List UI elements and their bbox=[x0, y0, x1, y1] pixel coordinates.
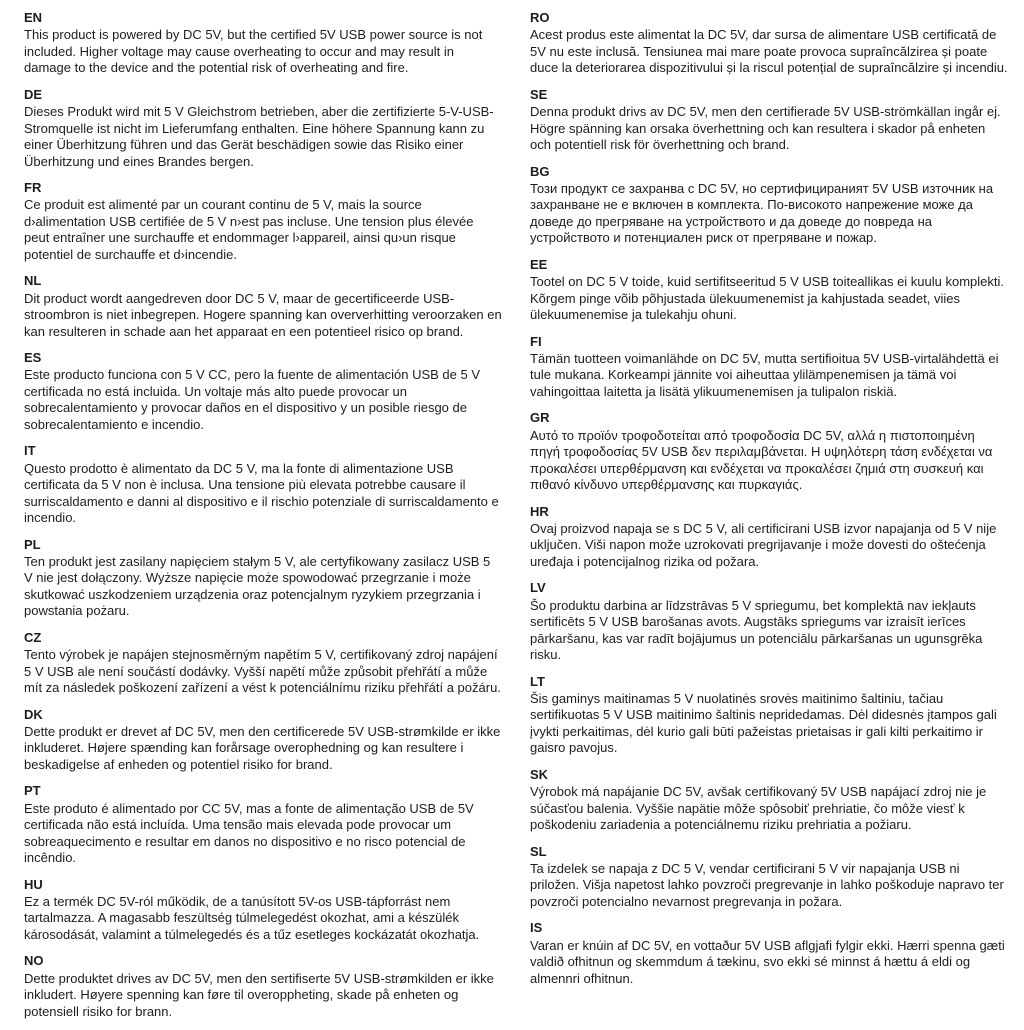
lang-block-bg bbox=[530, 164, 1008, 247]
warning-text: Αυτό το προϊόν τροφοδοτείται από τροφοδοσία DC 5V, αλλά η πιστοποιημένη πηγή τροφοδοσίας 5V USB δεν περιλαμβάνεται. Η υψηλότερη τάση ενδέχεται να προκαλέσει υπερθέρμανση και ενδέχεται να προκαλέσει ζημιά στη συσκευή και πιθανό κίνδυνο υπερθέρμανσης και πυρκαγιάς. bbox=[530, 427, 993, 492]
lang-block-fr bbox=[24, 180, 502, 263]
language-code: GR bbox=[530, 410, 550, 426]
warning-text: Varan er knúin af DC 5V, en vottaður 5V USB aflgjafi fylgir ekki. Hærri spenna gæti valdið ofhitnun og skemmdum á tækinu, svo ekki sé minnst á hættu á eldi og almennri ofhitnun. bbox=[530, 937, 1005, 986]
warning-text: Ta izdelek se napaja z DC 5 V, vendar certificirani 5 V vir napajanja USB ni priložen. Višja napetost lahko povzroči pregrevanje in lahko poškoduje napravo ter povzroči potencialno nevarnost pregrevanja in požara. bbox=[530, 860, 1004, 909]
language-code: NL bbox=[24, 273, 42, 289]
warning-text: Ten produkt jest zasilany napięciem stałym 5 V, ale certyfikowany zasilacz USB 5 V nie jest dołączony. Wyższe napięcie może spowodować przegrzanie i może skutkować uszkodzeniem urządzenia oraz potencjalnym ryzykiem przegrzania i powstania pożaru. bbox=[24, 553, 491, 619]
left-column bbox=[24, 10, 502, 1030]
warning-text: Ovaj proizvod napaja se s DC 5 V, ali certificirani USB izvor napajanja od 5 V nije uključen. Viši napon može uzrokovati pregrijavanje i može dovesti do oštećenja uređaja i potencijalnog rizika od požara. bbox=[530, 520, 997, 569]
language-code: DE bbox=[24, 86, 43, 102]
warning-text: Tento výrobek je napájen stejnosměrným napětím 5 V, certifikovaný zdroj napájení 5 V USB ale není součástí dodávky. Vyšší napětí může způsobit přehřátí a může mít za následek poškození zařízení a vést k potenciálnímu riziku přehřátí a požáru. bbox=[24, 647, 501, 695]
language-code: PL bbox=[24, 536, 41, 552]
language-code: FI bbox=[530, 333, 542, 349]
language-code: SL bbox=[530, 843, 547, 859]
warning-text: Šo produktu darbina ar līdzstrāvas 5 V spriegumu, bet komplektā nav iekļauts sertificēts 5 V USB barošanas avots. Augstāks spriegums var izraisīt ierīces pārkaršanu, kas var radīt bojājumus un potenciālu pārkaršanas un ugunsgrēka risku. bbox=[530, 597, 983, 662]
warning-text: Dette produkt er drevet af DC 5V, men den certificerede 5V USB-strømkilde er ikke inkluderet. Højere spænding kan forårsage overophedning og kan resultere i beskadigelse af enheden og potentiel risiko for brand. bbox=[24, 723, 501, 772]
language-code: IS bbox=[530, 920, 543, 936]
lang-block-hr bbox=[530, 504, 1008, 571]
lang-block-lv bbox=[530, 580, 1008, 663]
warning-text: Този продукт се захранва с DC 5V, но сертифицираният 5V USB източник на захранване не е включен в комплекта. По-високото напрежение може да доведе до прегряване на устройството и да доведе до повреда на устройството и потенциален риск от прегряване и пожар. bbox=[530, 180, 994, 246]
warning-text: Tootel on DC 5 V toide, kuid sertifitseeritud 5 V USB toiteallikas ei kuulu komplekti. Kõrgem pinge võib põhjustada ülekuumenemist ja kahjustada seadet, viies ülekuumenemise ja tulekahju ohuni. bbox=[530, 274, 1005, 322]
language-code: NO bbox=[24, 953, 44, 969]
lang-block-fi bbox=[530, 334, 1008, 401]
language-code: PT bbox=[24, 783, 41, 799]
language-code: SE bbox=[530, 86, 548, 102]
lang-block-es bbox=[24, 350, 502, 433]
lang-block-it bbox=[24, 443, 502, 526]
warning-text: Este producto funciona con 5 V CC, pero la fuente de alimentación USB de 5 V certificada no está incluida. Un voltaje más alto puede provocar un sobrecalentamiento y provocar daños en el dispositivo y un posible riesgo de sobrecalentamiento e incendio. bbox=[24, 367, 480, 432]
lang-block-cz bbox=[24, 630, 502, 697]
lang-block-dk bbox=[24, 707, 502, 774]
lang-block-de bbox=[24, 87, 502, 170]
warning-text: Denna produkt drivs av DC 5V, men den certifierade 5V USB-strömkällan ingår ej. Högre spänning kan orsaka överhettning och kan resultera i skador på enheten och potentiell risk för överhettning och brand. bbox=[530, 104, 1001, 152]
language-code: EE bbox=[530, 256, 548, 272]
warning-text: Výrobok má napájanie DC 5V, avšak certifikovaný 5V USB napájací zdroj nie je súčasťou balenia. Vyššie napätie môže spôsobiť prehriatie, čo môže viesť k poškodeniu zariadenia a potenciálnemu riziku prehriatia a požiaru. bbox=[530, 784, 987, 832]
language-code: CZ bbox=[24, 629, 42, 645]
lang-block-sk bbox=[530, 767, 1008, 834]
lang-block-lt bbox=[530, 674, 1008, 757]
language-code: HU bbox=[24, 876, 43, 892]
lang-block-pl bbox=[24, 537, 502, 620]
lang-block-ro bbox=[530, 10, 1008, 77]
lang-block-no bbox=[24, 953, 502, 1020]
lang-block-se bbox=[530, 87, 1008, 154]
lang-block-is bbox=[530, 920, 1008, 987]
warning-text: Acest produs este alimentat la DC 5V, dar sursa de alimentare USB certificată de 5V nu este inclusă. Tensiunea mai mare poate provoca supraîncălzirea și poate duce la deteriorarea dispozitivului și la riscul potențial de supraîncălzire și incendiu. bbox=[530, 27, 1008, 76]
warning-text: Dit product wordt aangedreven door DC 5 V, maar de gecertificeerde USB-stroombron is niet inbegrepen. Hogere spanning kan oververhitting veroorzaken en kan resulteren in schade aan het apparaat en een potentieel risico op brand. bbox=[24, 290, 502, 339]
warning-text: This product is powered by DC 5V, but the certified 5V USB power source is not included. Higher voltage may cause overheating to occur and may result in damage to the device and the potential risk of overheating and fire. bbox=[24, 27, 483, 76]
lang-block-hu bbox=[24, 877, 502, 944]
language-code: SK bbox=[530, 766, 549, 782]
lang-block-ee bbox=[530, 257, 1008, 324]
lang-block-en bbox=[24, 10, 502, 77]
warning-text: Šis gaminys maitinamas 5 V nuolatinės srovės maitinimo šaltiniu, tačiau sertifikuotas 5 V USB maitinimo šaltinis nepridedamas. Dėl didesnės įtampos gali įvykti perkaitimas, dėl kurio gali būti pažeistas prietaisas ir gali kilti perkaitimo ir gaisro pavojus. bbox=[530, 690, 997, 756]
lang-block-gr bbox=[530, 410, 1008, 493]
language-code: DK bbox=[24, 706, 43, 722]
right-column bbox=[530, 10, 1008, 1030]
language-code: ES bbox=[24, 350, 42, 365]
warning-text: Tämän tuotteen voimanlähde on DC 5V, mutta sertifioitua 5V USB-virtalähdettä ei tule mukana. Korkeampi jännite voi aiheuttaa ylilämpenemisen ja tämä voi vahingoittaa laitetta ja lisätä ylikuumenemisen ja tulipalon riskiä. bbox=[530, 350, 999, 399]
language-code: LV bbox=[530, 580, 546, 596]
language-code: BG bbox=[530, 163, 550, 179]
language-code: HR bbox=[530, 503, 549, 519]
warning-text: Dieses Produkt wird mit 5 V Gleichstrom betrieben, aber die zertifizierte 5-V-USB-Stromquelle ist nicht im Lieferumfang enthalten. Eine höhere Spannung kann zu einer Überhitzung führen und das Gerät beschädigen sowie das Risiko einer Überhitzung und eines Brandes bergen. bbox=[24, 104, 494, 169]
language-code: FR bbox=[24, 180, 42, 195]
language-code: IT bbox=[24, 443, 36, 459]
warning-text: Ce produit est alimenté par un courant continu de 5 V, mais la source d›alimentation USB certifiée de 5 V n›est pas incluse. Une tension plus élevée peut entraîner une surchauffe et endommager l›appareil, ainsi qu›un risque potentiel de surchauffe et d›incendie. bbox=[24, 197, 474, 262]
lang-block-pt bbox=[24, 783, 502, 866]
warning-text: Este produto é alimentado por CC 5V, mas a fonte de alimentação USB de 5V certificada não está incluída. Uma tensão mais elevada pode provocar um sobreaquecimento e resultar em danos no dispositivo e no risco potencial de incêndio. bbox=[24, 800, 474, 865]
language-code: EN bbox=[24, 10, 43, 25]
warning-text: Questo prodotto è alimentato da DC 5 V, ma la fonte di alimentazione USB certificata da 5 V non è inclusa. Una tensione più elevata potrebbe causare il surriscaldamento e danni al dispositivo e il rischio potenziale di surriscaldamento e incendio. bbox=[24, 460, 499, 525]
warning-text: Ez a termék DC 5V-ról működik, de a tanúsított 5V-os USB-tápforrást nem tartalmazza. A magasabb feszültség túlmelegedést okozhat, ami a készülék károsodását, valamint a túlmelegedés és a tűz esetleges kockázatát okozhatja. bbox=[24, 893, 480, 942]
language-code: LT bbox=[530, 673, 545, 689]
lang-block-sl bbox=[530, 844, 1008, 911]
warning-text: Dette produktet drives av DC 5V, men den sertifiserte 5V USB-strømkilden er ikke inkludert. Høyere spenning kan føre til overoppheting, skade på enheten og potensiell risiko for brann. bbox=[24, 970, 494, 1019]
lang-block-nl bbox=[24, 273, 502, 340]
language-code: RO bbox=[530, 10, 550, 25]
